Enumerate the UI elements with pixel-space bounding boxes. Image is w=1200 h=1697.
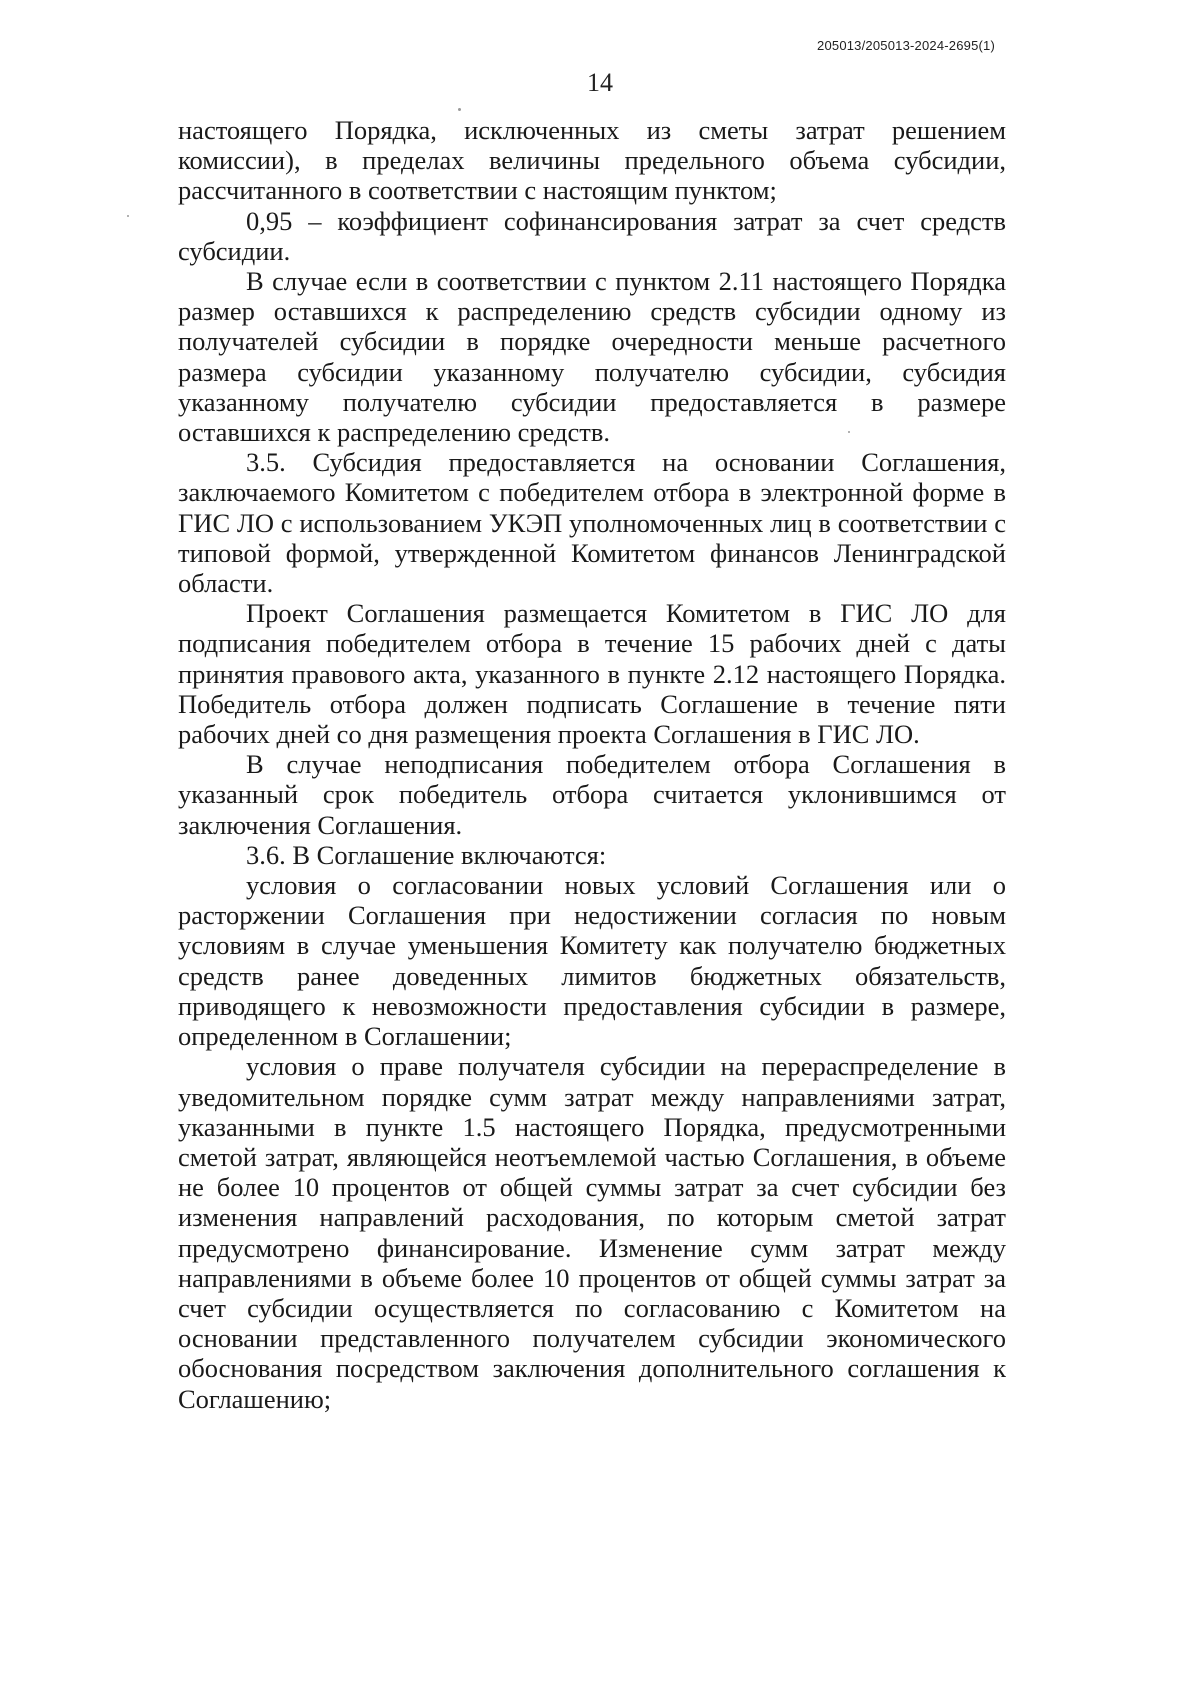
paragraph: 0,95 – коэффициент софинансирования затрат за счет средств субсидии. [178, 205, 1006, 266]
paragraph: 3.6. В Соглашение включаются: [246, 839, 607, 870]
scan-speck [127, 215, 129, 217]
page-number: 14 [587, 68, 613, 97]
paragraph: настоящего Порядка, исключенных из сметы затрат решением комиссии), в пределах величины предельного объема субсидии, рассчитанного в соответствии с настоящим пунктом; [178, 115, 1006, 206]
document-body [178, 115, 1006, 1414]
paragraph: В случае если в соответствии с пунктом 2.11 настоящего Порядка размер оставшихся к распределению средств субсидии одному из получателей субсидии в порядке очередности меньше расчетного размера субсидии указанному получателю субсидии, субсидия указанному получателю субсидии предоставляется в размере оставшихся к распределению средств. [178, 266, 1006, 448]
paragraph: 3.5. Субсидия предоставляется на основании Соглашения, заключаемого Комитетом с победителем отбора в электронной форме в ГИС ЛО с использованием УКЭП уполномоченных лиц в соответствии с типовой формой, утвержденной Комитетом финансов Ленинградской области. [178, 447, 1006, 599]
paragraph: В случае неподписания победителем отбора Соглашения в указанный срок победитель отбора считается уклонившимся от заключения Соглашения. [178, 749, 1006, 840]
scan-speck [458, 108, 461, 111]
document-registration-number: 205013/205013-2024-2695(1) [817, 38, 995, 53]
paragraph: Проект Соглашения размещается Комитетом в ГИС ЛО для подписания победителем отбора в течение 15 рабочих дней с даты принятия правового акта, указанного в пункте 2.12 настоящего Порядка. Победитель отбора должен подписать Соглашение в течение пяти рабочих дней со дня размещения проекта Соглашения в ГИС ЛО. [178, 598, 1006, 750]
paragraph: условия о согласовании новых условий Соглашения или о расторжении Соглашения при недостижении согласия по новым условиям в случае уменьшения Комитету как получателю бюджетных средств ранее доведенных лимитов бюджетных обязательств, приводящего к невозможности предоставления субсидии в размере, определенном в Соглашении; [178, 870, 1006, 1052]
paragraph: условия о праве получателя субсидии на перераспределение в уведомительном порядке сумм затрат между направлениями затрат, указанными в пункте 1.5 настоящего Порядка, предусмотренными сметой затрат, являющейся неотъемлемой частью Соглашения, в объеме не более 10 процентов от общей суммы затрат за счет субсидии без изменения направлений расходования, по которым сметой затрат предусмотрено финансирование. Изменение сумм затрат между направлениями в объеме более 10 процентов от общей суммы затрат за счет субсидии осуществляется по согласованию с Комитетом на основании представленного получателем субсидии экономического обоснования посредством заключения дополнительного соглашения к Соглашению; [178, 1051, 1006, 1414]
